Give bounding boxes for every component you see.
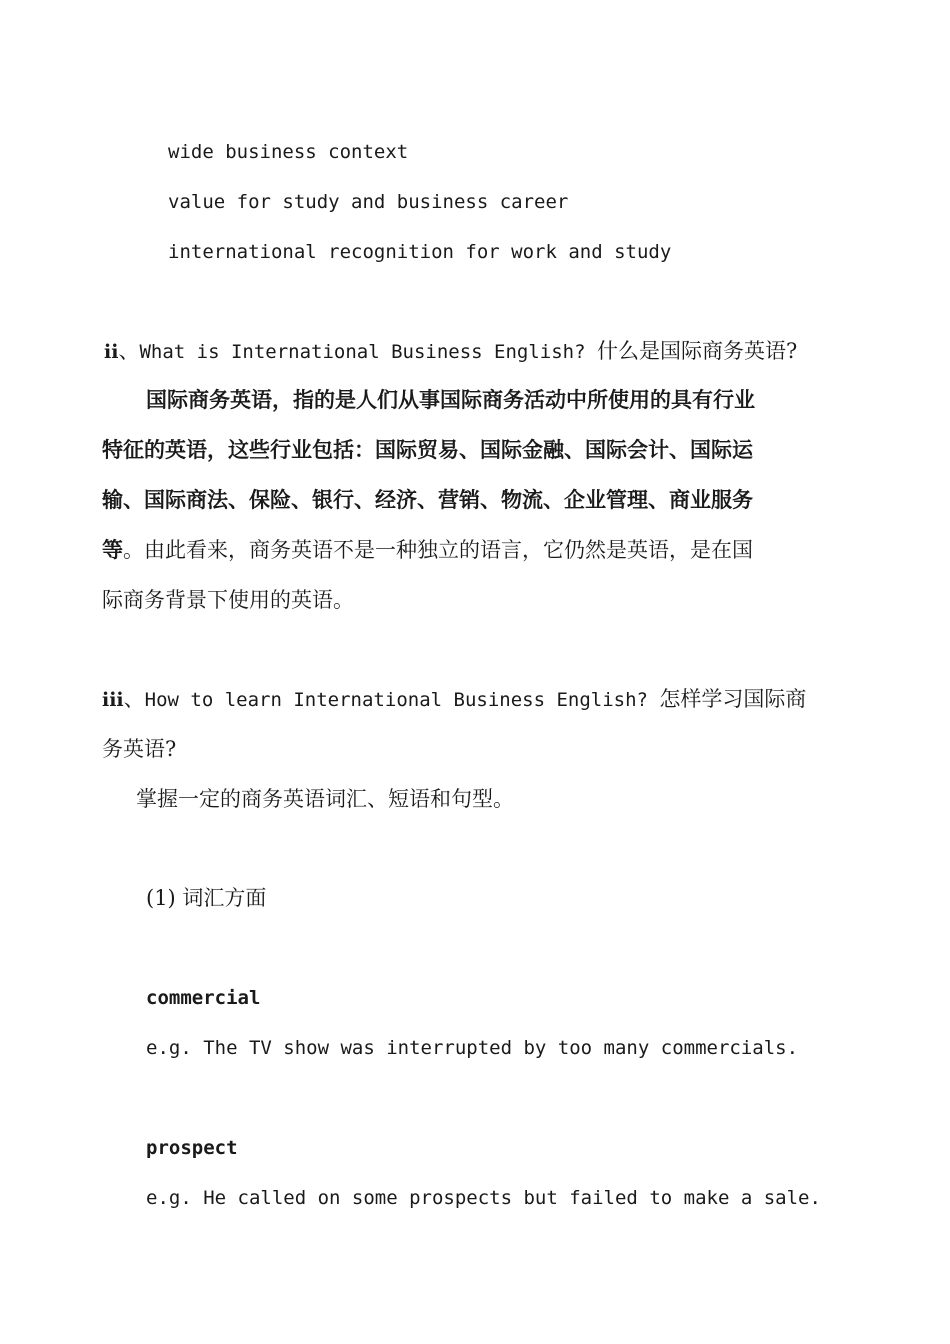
section-ii-paragraph-line: 特征的英语，这些行业包括：国际贸易、国际金融、国际会计、国际运 bbox=[102, 437, 753, 462]
section-ii-question-en: What is International Business English? bbox=[139, 341, 597, 363]
section-ii-paragraph-line: 际商务背景下使用的英语。 bbox=[102, 588, 354, 612]
section-iii-intro: 掌握一定的商务英语词汇、短语和句型。 bbox=[136, 787, 514, 811]
vocab-example: e.g. The TV show was interrupted by too many commercials. bbox=[146, 1037, 799, 1059]
section-ii-paragraph-line: 国际商务英语，指的是人们从事国际商务活动中所使用的具有行业 bbox=[146, 387, 755, 412]
section-ii-paragraph-line: 输、国际商法、保险、银行、经济、营销、物流、企业管理、商业服务 bbox=[102, 487, 753, 512]
list-item: value for study and business career bbox=[168, 191, 569, 213]
section-ii-paragraph-line bbox=[102, 537, 753, 563]
section-ii-separator: 、 bbox=[118, 339, 140, 363]
section-iii-separator: 、 bbox=[123, 687, 145, 711]
section-ii-regular-fragment: 。由此看来，商务英语不是一种独立的语言，它仍然是英语，是在国 bbox=[123, 538, 753, 562]
vocab-example: e.g. He called on some prospects but failed to make a sale. bbox=[146, 1187, 821, 1209]
section-ii-heading bbox=[104, 338, 797, 365]
list-item: international recognition for work and study bbox=[168, 241, 672, 263]
section-iii-question-en: How to learn International Business English? bbox=[144, 689, 660, 711]
vocabulary-subheading: (1) 词汇方面 bbox=[146, 886, 267, 910]
section-iii-heading-continuation: 务英语? bbox=[102, 737, 177, 761]
section-ii-bold-fragment: 等 bbox=[102, 537, 123, 562]
section-iii-heading bbox=[102, 686, 806, 713]
list-item: wide business context bbox=[168, 141, 409, 163]
section-iii-question-zh: 怎样学习国际商 bbox=[659, 687, 807, 711]
section-ii-question-zh: 什么是国际商务英语? bbox=[597, 339, 798, 363]
vocab-term: commercial bbox=[146, 987, 261, 1009]
vocab-term: prospect bbox=[146, 1137, 238, 1159]
section-iii-numeral: iii bbox=[102, 689, 124, 711]
section-ii-numeral: ii bbox=[104, 341, 119, 363]
